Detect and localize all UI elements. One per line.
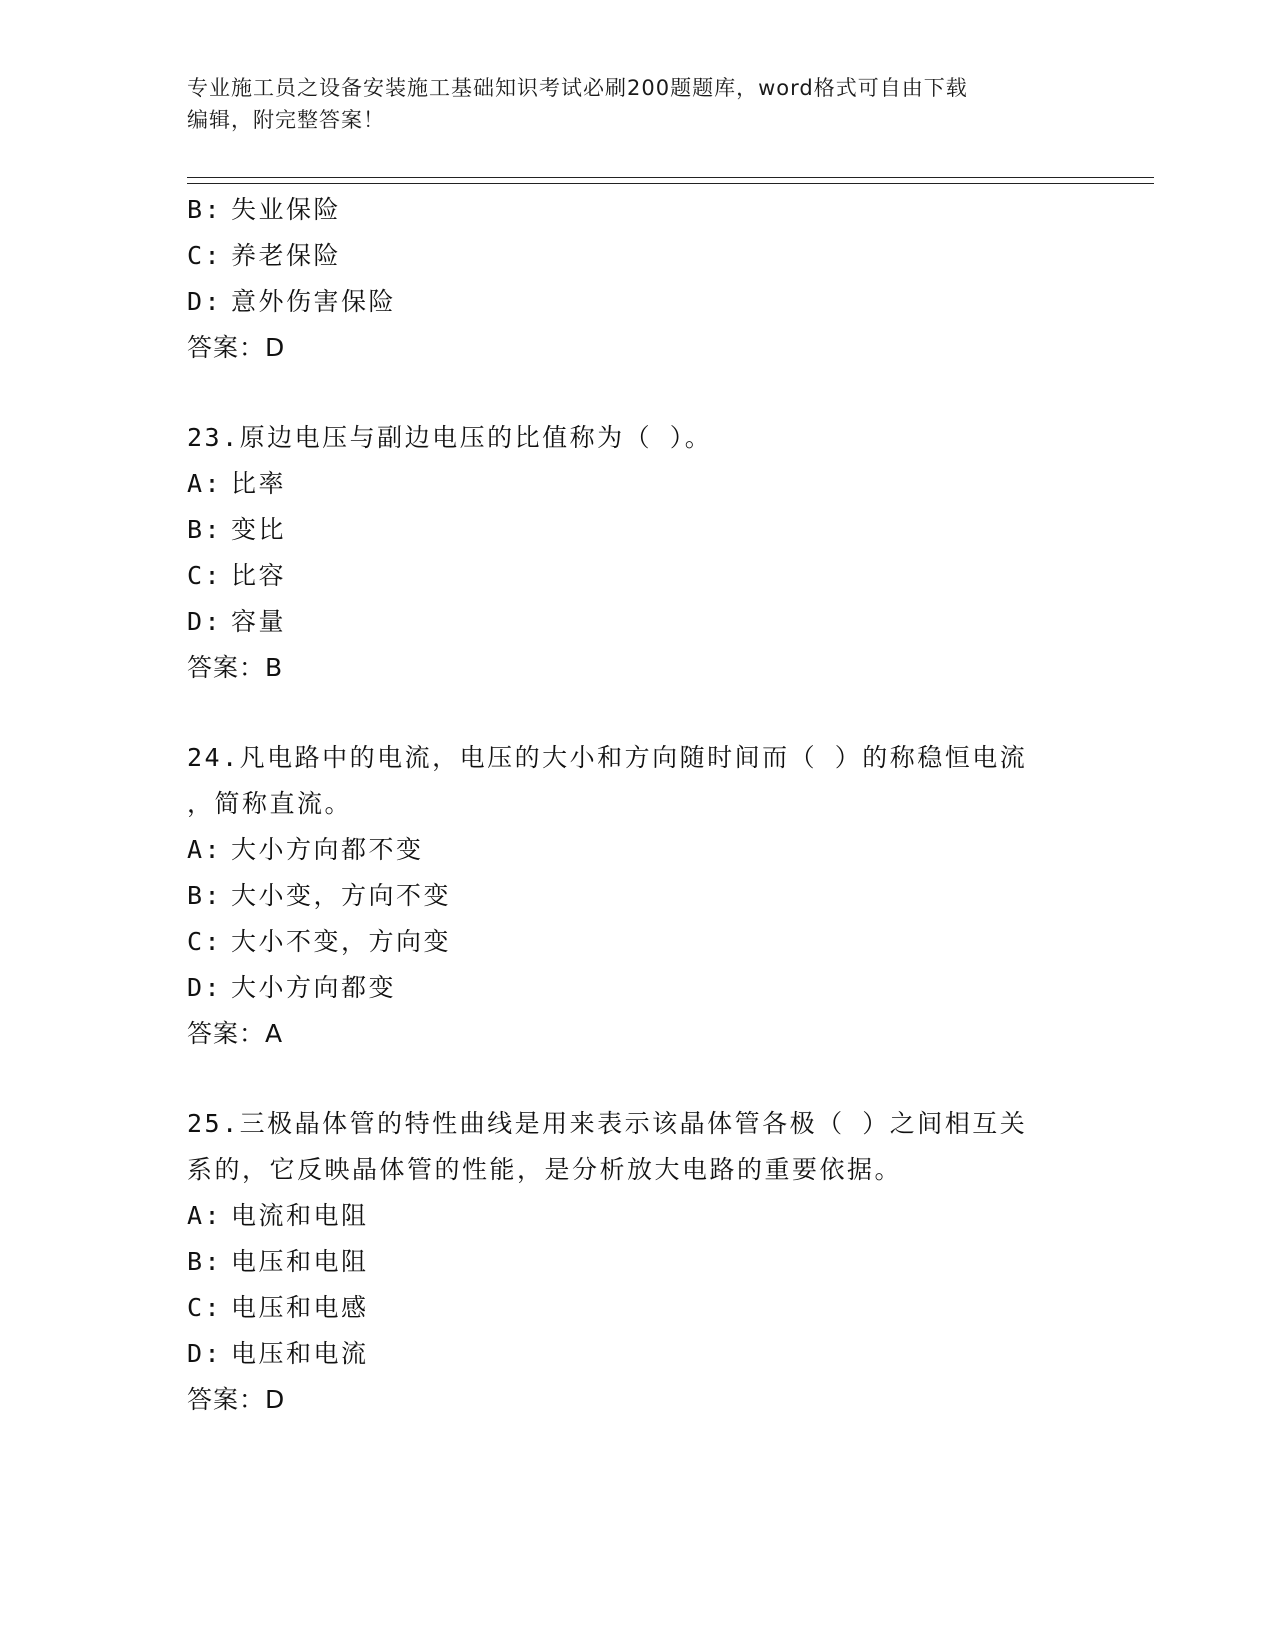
option-a (187, 1193, 1147, 1239)
option-d (187, 279, 1147, 325)
option-text: 养老保险 (231, 241, 342, 270)
option-b (187, 873, 1147, 919)
question-content (187, 187, 1147, 1423)
answer-line: 答案：D (187, 333, 286, 362)
option-text: 电压和电流 (231, 1339, 369, 1368)
option-key: D: (187, 607, 223, 636)
spacer (187, 691, 1147, 735)
option-key: B: (187, 1247, 223, 1276)
option-text: 容量 (231, 607, 287, 636)
option-c (187, 233, 1147, 279)
option-d (187, 1331, 1147, 1377)
option-key: B: (187, 195, 223, 224)
option-b (187, 187, 1147, 233)
option-text: 大小方向都变 (231, 973, 397, 1002)
spacer (187, 371, 1147, 415)
option-key: A: (187, 835, 223, 864)
question-23-stem: 23.原边电压与副边电压的比值称为（ ）。 (187, 423, 713, 452)
option-key: B: (187, 881, 223, 910)
header-divider (187, 177, 1154, 184)
question-24-stem-line-2: ，简称直流。 (187, 789, 353, 818)
header-title-line-2: 编辑，附完整答案！ (187, 108, 385, 132)
option-d (187, 599, 1147, 645)
document-header (187, 72, 1067, 136)
option-a (187, 827, 1147, 873)
option-key: C: (187, 1293, 223, 1322)
option-key: A: (187, 1201, 223, 1230)
answer-line: 答案：A (187, 1019, 284, 1048)
option-c (187, 919, 1147, 965)
option-text: 电压和电阻 (231, 1247, 369, 1276)
option-c (187, 1285, 1147, 1331)
question-24-stem-line-1: 24.凡电路中的电流，电压的大小和方向随时间而（ ）的称稳恒电流 (187, 743, 1028, 772)
option-key: D: (187, 973, 223, 1002)
option-text: 大小变，方向不变 (231, 881, 452, 910)
option-text: 大小方向都不变 (231, 835, 424, 864)
question-25-stem-line-1: 25.三极晶体管的特性曲线是用来表示该晶体管各极（ ）之间相互关 (187, 1109, 1028, 1138)
option-text: 比率 (231, 469, 287, 498)
option-text: 变比 (231, 515, 287, 544)
question-25-stem-line-2: 系的，它反映晶体管的性能，是分析放大电路的重要依据。 (187, 1155, 903, 1184)
option-key: C: (187, 561, 223, 590)
option-d (187, 965, 1147, 1011)
option-key: B: (187, 515, 223, 544)
option-text: 失业保险 (231, 195, 342, 224)
answer-line: 答案：D (187, 1385, 286, 1414)
answer-line: 答案：B (187, 653, 284, 682)
option-key: D: (187, 1339, 223, 1368)
option-b (187, 507, 1147, 553)
option-text: 意外伤害保险 (231, 287, 397, 316)
option-text: 大小不变，方向变 (231, 927, 452, 956)
option-text: 电压和电感 (231, 1293, 369, 1322)
option-a (187, 461, 1147, 507)
spacer (187, 1057, 1147, 1101)
header-title-line-1: 专业施工员之设备安装施工基础知识考试必刷200题题库，word格式可自由下载 (187, 76, 968, 100)
option-key: A: (187, 469, 223, 498)
option-key: C: (187, 927, 223, 956)
option-c (187, 553, 1147, 599)
option-key: D: (187, 287, 223, 316)
option-key: C: (187, 241, 223, 270)
option-b (187, 1239, 1147, 1285)
option-text: 比容 (231, 561, 287, 590)
option-text: 电流和电阻 (231, 1201, 369, 1230)
